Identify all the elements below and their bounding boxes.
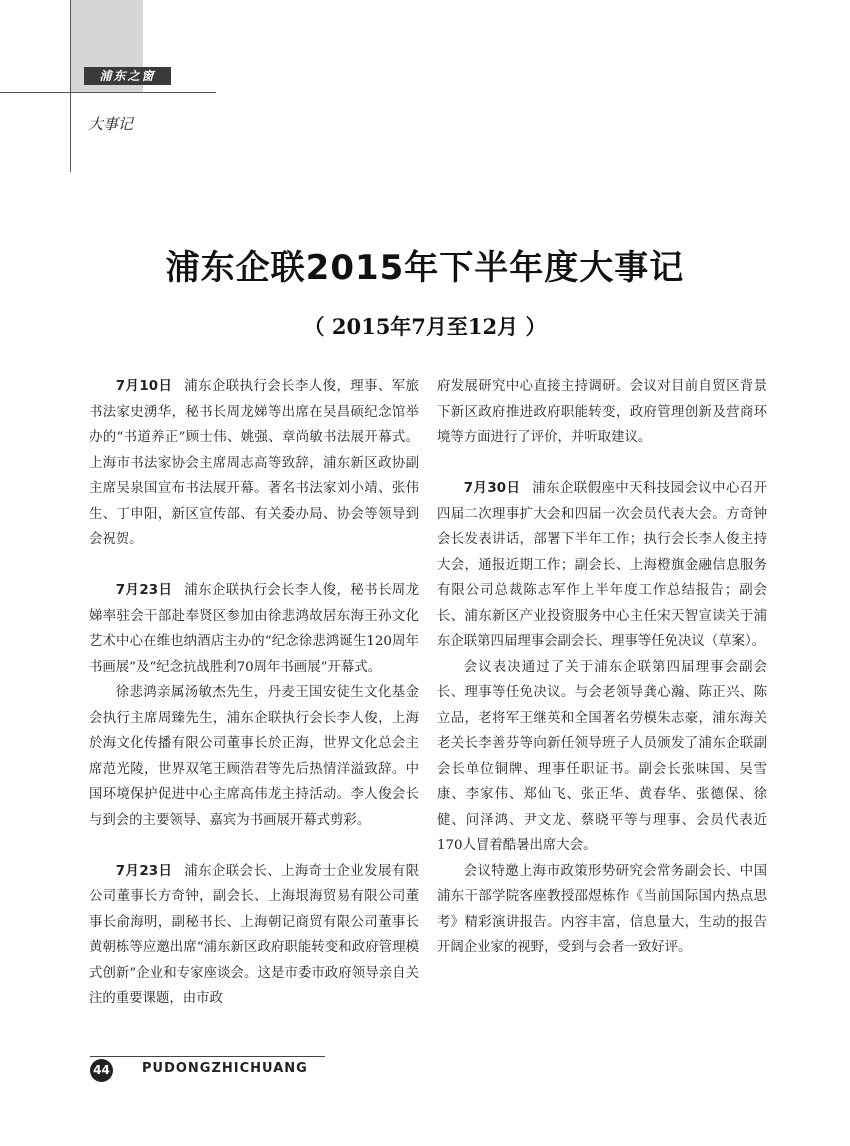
footer-magazine-name: PUDONGZHICHUANG [142, 1061, 308, 1076]
event-date: 7月23日 [115, 583, 173, 598]
article-subtitle: （ 2015年7月至12月 ） [303, 314, 547, 339]
article-title: 浦东企联2015年下半年度大事记 [165, 248, 685, 288]
event-text: 浦东企联假座中天科技园会议中心召开四届二次理事扩大会和四届一次会员代表大会。方奇钟会长发表讲话，部署下半年工作；执行会长李人俊主持大会，通报近期工作；副会长、上海橙旗金融信息服务有限公司总裁陈志军作上半年度工作总结报告；副会长、浦东新区产业投资服务中心主任宋天智宣读关于浦东企联第四届理事会副会长、理事等任免决议（草案）。 [437, 481, 767, 649]
event-entry [89, 374, 419, 553]
right-column [437, 374, 767, 961]
event-paragraph: 徐悲鸿亲属汤敏杰先生，丹麦王国安徒生文化基金会执行主席周臻先生，浦东企联执行会长李人俊，上海於海文化传播有限公司董事长於正海，世界文化总会主席范光陵，世界双笔王顾浩君等先后热情洋溢致辞。中国环境保护促进中心主席高伟龙主持活动。李人俊会长与到会的主要领导、嘉宾为书画展开幕式剪彩。 [89, 685, 419, 828]
event-entry [437, 476, 767, 655]
event-continuation: 府发展研究中心直接主持调研。会议对目前自贸区背景下新区政府推进政府职能转变，政府管理创新及营商环境等方面进行了评价，并听取建议。 [437, 379, 767, 445]
event-date: 7月23日 [115, 863, 173, 879]
event-text: 浦东企联执行会长李人俊，秘书长周龙娣率驻会干部赴奉贤区参加由徐悲鸿故居东海王孙文化艺术中心在维也纳酒店主办的“纪念徐悲鸿诞生120周年书画展”及“纪念抗战胜利70周年书画展”开幕式。 [89, 583, 419, 675]
event-date: 7月10日 [115, 379, 173, 394]
footer-rule [90, 1056, 325, 1057]
event-entry [89, 859, 419, 1012]
left-column [89, 374, 419, 1012]
header-horizontal-rule [0, 92, 216, 93]
event-text: 浦东企联执行会长李人俊，理事、军旅书法家史湧华，秘书长周龙娣等出席在吴昌硕纪念馆举办的“书道养正”顾士伟、姚强、章尚敏书法展开幕式。上海市书法家协会主席周志高等致辞，浦东新区政协副主席吴泉国宣布书法展开幕。著名书法家刘小靖、张伟生、丁申阳，新区宣传部、有关委办局、协会等领导到会祝贺。 [89, 379, 419, 547]
section-label: 大事记 [88, 115, 134, 133]
event-paragraph: 会议特邀上海市政策形势研究会常务副会长、中国浦东干部学院客座教授邵煜栋作《当前国际国内热点思考》精彩演讲报告。内容丰富，信息量大，生动的报告开阔企业家的视野，受到与会者一致好评。 [437, 863, 767, 955]
page-number-badge: 44 [90, 1059, 113, 1082]
event-paragraph: 会议表决通过了关于浦东企联第四届理事会副会长、理事等任免决议。与会老领导龚心瀚、陈正兴、陈立品，老将军王继英和全国著名劳模朱志豪，浦东海关老关长李善芬等向新任领导班子人员颁发了浦东企联副会长单位铜牌、理事任职证书。副会长张味国、吴雪康、李家伟、郑仙飞、张正华、黄春华、张德保、徐健、问泽鸿、尹文龙、蔡晓平等与理事、会员代表近170人冒着酷暑出席大会。 [437, 659, 767, 853]
magazine-logo: 浦东之窗 [84, 67, 171, 85]
event-date: 7月30日 [463, 481, 521, 496]
event-text: 浦东企联会长、上海奇士企业发展有限公司董事长方奇钟，副会长、上海垠海贸易有限公司董事长俞海明，副秘书长、上海朝记商贸有限公司董事长黄朝栋等应邀出席“浦东新区政府职能转变和政府管理模式创新”企业和专家座谈会。这是市委市政府领导亲自关注的重要课题，由市政 [89, 863, 419, 1006]
header-vertical-rule [70, 0, 71, 172]
event-entry [89, 578, 419, 680]
